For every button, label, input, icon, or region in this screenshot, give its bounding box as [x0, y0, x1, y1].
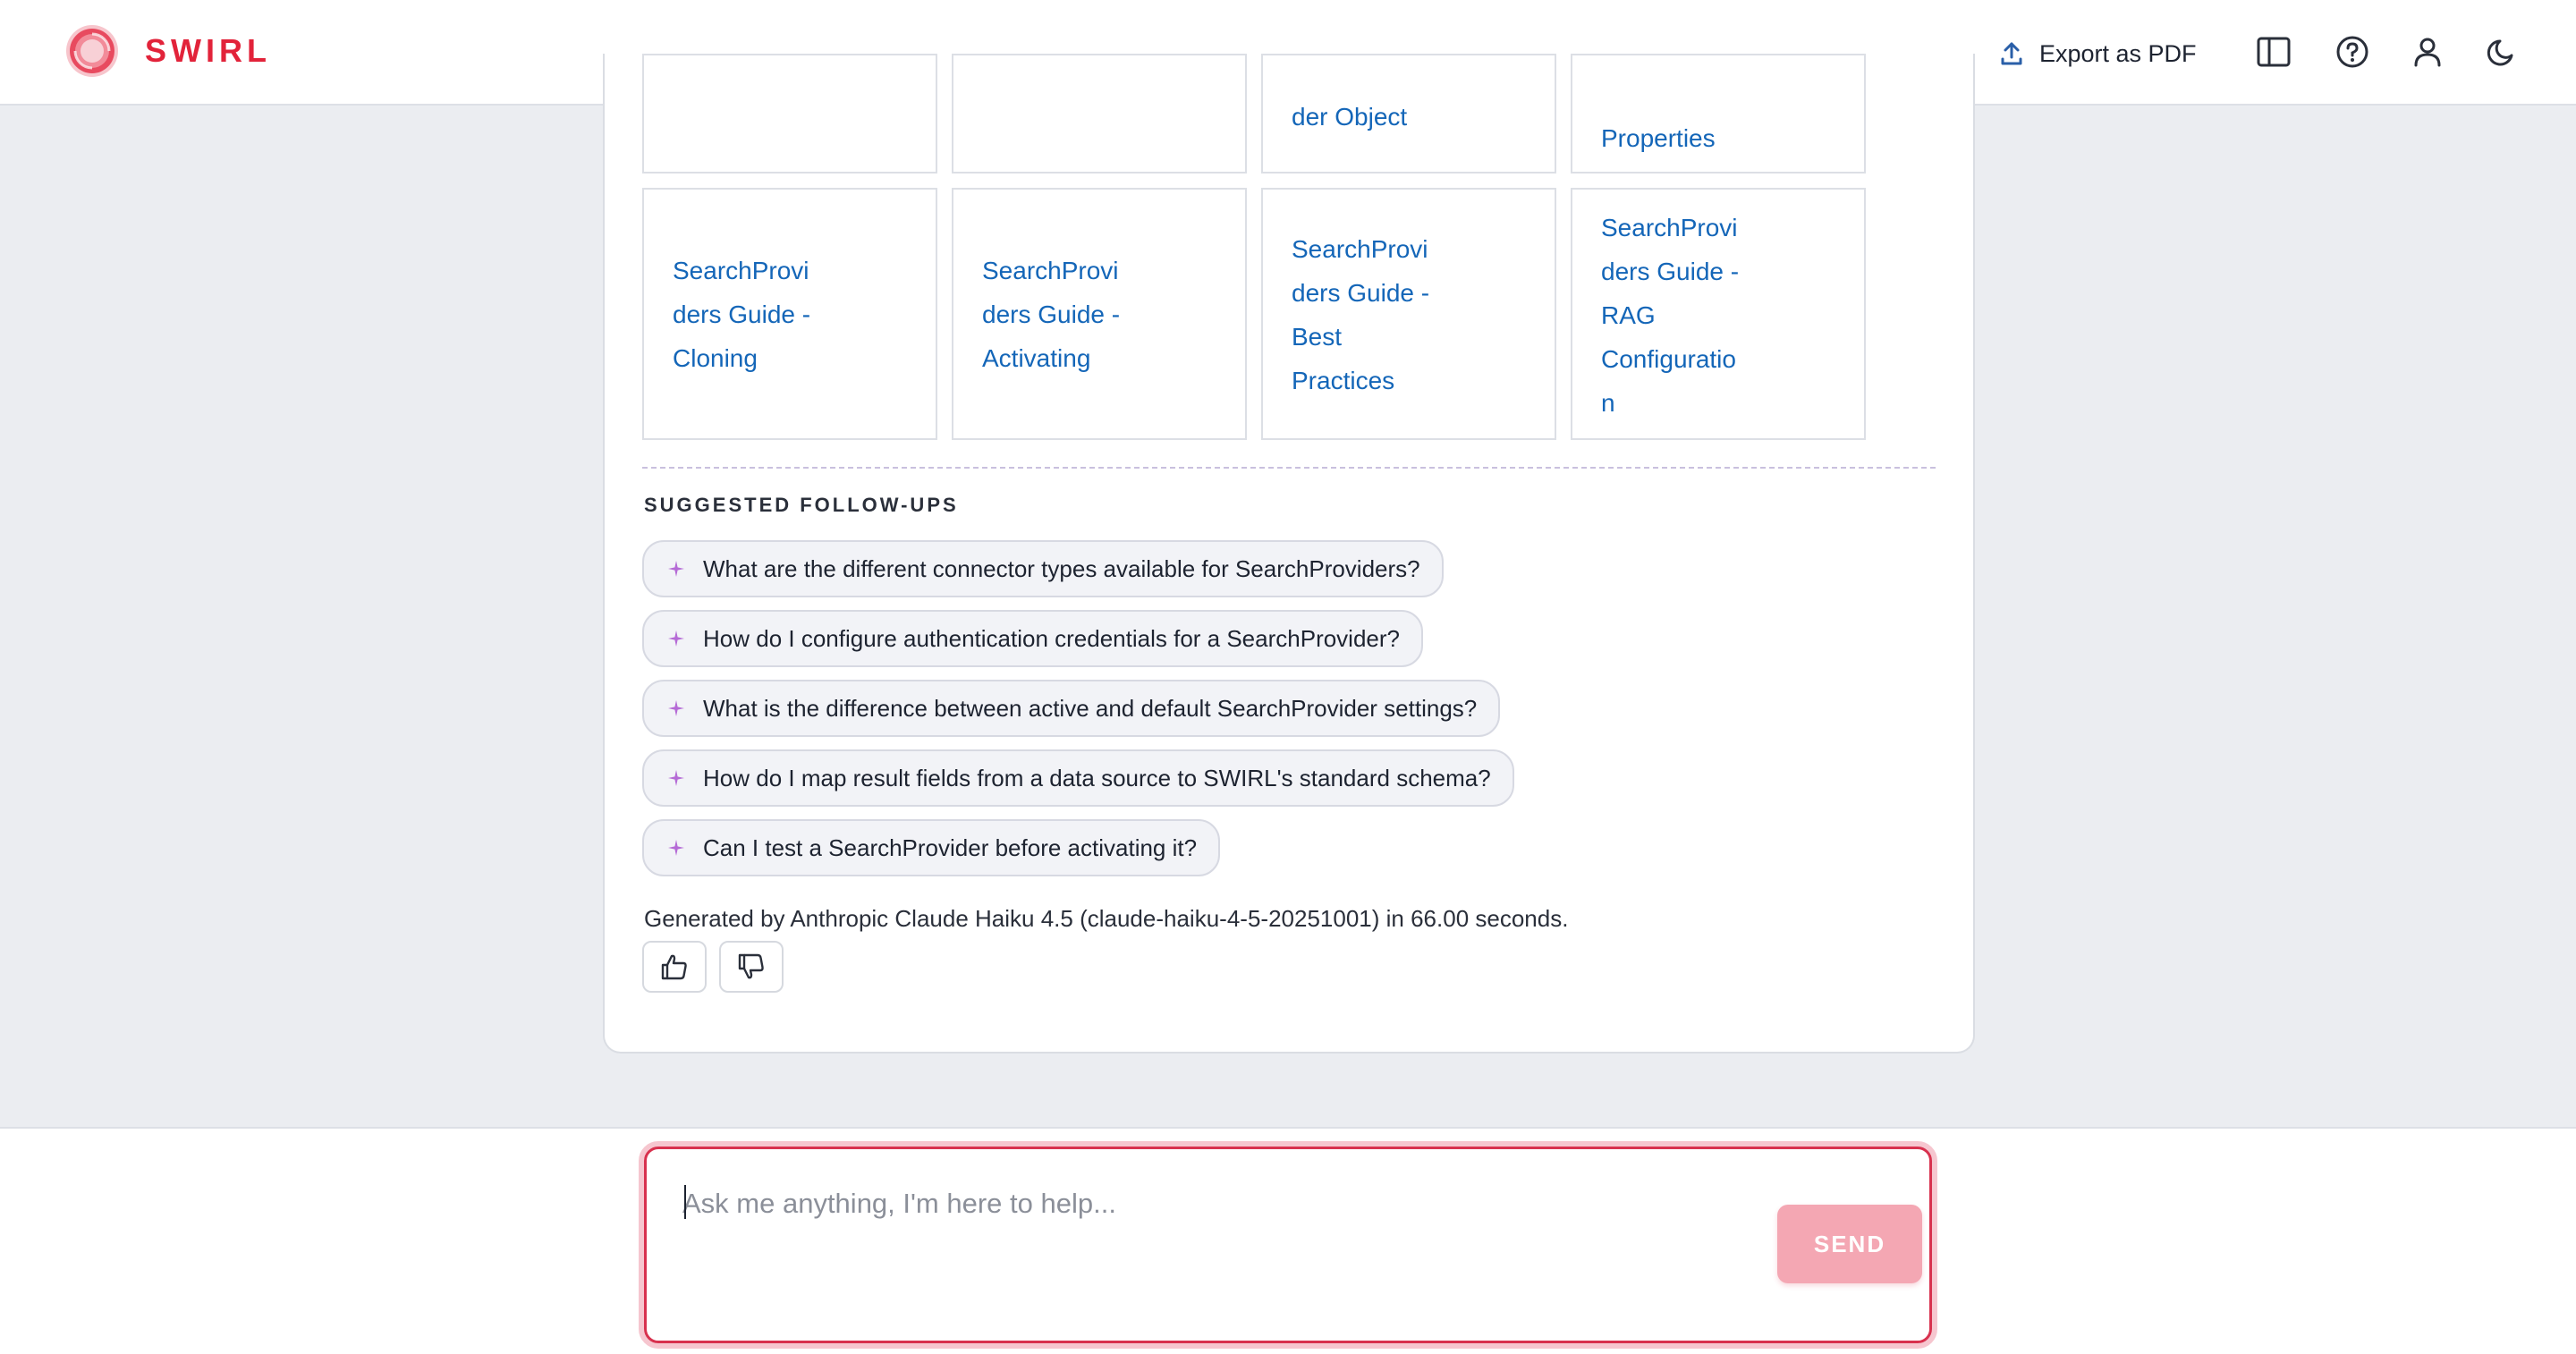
sparkle-icon [667, 839, 685, 857]
export-pdf-button[interactable] [2000, 34, 2197, 73]
swirl-logo-icon[interactable] [64, 23, 120, 79]
brand-name: SWIRL [145, 32, 271, 69]
source-title-line: SearchProvi [1292, 235, 1428, 263]
thumbs-up-icon [659, 952, 690, 982]
followup-chip[interactable] [642, 540, 1444, 597]
chat-input-box[interactable] [644, 1147, 1932, 1343]
sparkle-icon [667, 699, 685, 717]
followup-chip[interactable] [642, 749, 1514, 807]
source-title-line: ders Guide - [673, 300, 811, 328]
followup-chip-label: How do I configure authentication credentials for a SearchProvider? [703, 624, 1400, 652]
source-card[interactable] [952, 54, 1247, 173]
source-title-line: der Object [1292, 103, 1408, 131]
source-title-line: Properties [1601, 124, 1716, 152]
thumbs-down-icon [736, 952, 767, 982]
followup-chip-label: How do I map result fields from a data source to SWIRL's standard schema? [703, 764, 1491, 791]
upload-icon [2000, 41, 2023, 66]
followups-heading: SUGGESTED FOLLOW-UPS [644, 494, 959, 516]
source-title-line: n [1601, 389, 1615, 417]
source-title-line: Configuratio [1601, 345, 1736, 373]
source-title-line: ders Guide - [982, 300, 1121, 328]
source-title-line: ders Guide - [1601, 258, 1740, 285]
sparkle-icon [667, 630, 685, 647]
chat-input[interactable] [682, 1181, 1756, 1226]
followup-chip[interactable] [642, 610, 1423, 667]
source-title-line: Practices [1292, 367, 1395, 394]
followup-chip[interactable] [642, 819, 1220, 876]
sparkle-icon [667, 769, 685, 787]
help-icon[interactable] [2334, 34, 2370, 70]
source-title-line: Activating [982, 344, 1091, 372]
send-button[interactable]: SEND [1777, 1205, 1922, 1283]
section-divider [642, 467, 1936, 469]
source-title-line: SearchProvi [982, 257, 1119, 284]
sidebar-toggle-icon[interactable] [2256, 34, 2292, 70]
source-card[interactable] [1571, 54, 1866, 173]
text-caret [684, 1185, 686, 1219]
followup-chip-label: What are the different connector types available for SearchProviders? [703, 554, 1420, 582]
chat-input-bar [0, 1127, 2576, 1354]
followup-chip-label: What is the difference between active and default SearchProvider settings? [703, 694, 1478, 722]
source-title-line: ders Guide - [1292, 279, 1430, 307]
followup-chip-label: Can I test a SearchProvider before activating it? [703, 834, 1198, 861]
user-icon[interactable] [2410, 34, 2445, 70]
response-card [603, 54, 1975, 1054]
source-title-line: RAG [1601, 301, 1656, 329]
source-title-line: Cloning [673, 344, 758, 372]
source-title-line: SearchProvi [1601, 214, 1738, 241]
sparkle-icon [667, 560, 685, 578]
source-card-cloning[interactable] [642, 188, 937, 440]
source-title-line: SearchProvi [673, 257, 809, 284]
source-card[interactable] [1261, 54, 1556, 173]
source-title-line: Best [1292, 323, 1343, 351]
thumbs-up-button[interactable] [642, 941, 707, 993]
moon-icon[interactable] [2485, 34, 2521, 70]
followup-chip[interactable] [642, 680, 1500, 737]
thumbs-down-button[interactable] [719, 941, 784, 993]
source-card-best-practices[interactable] [1261, 188, 1556, 440]
source-card-rag-configuration[interactable] [1571, 188, 1866, 440]
chat-input-focus-ring [639, 1141, 1937, 1349]
source-card[interactable] [642, 54, 937, 173]
export-pdf-label: Export as PDF [2039, 39, 2197, 67]
source-card-activating[interactable] [952, 188, 1247, 440]
generated-by-text: Generated by Anthropic Claude Haiku 4.5 (claude-haiku-4-5-20251001) in 66.00 seconds. [644, 905, 1569, 932]
